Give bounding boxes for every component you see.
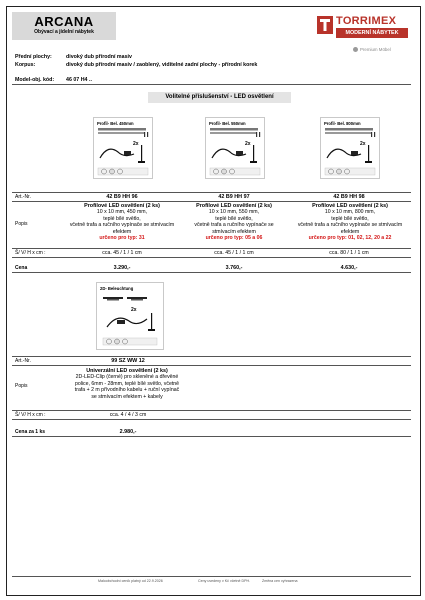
divider: [12, 201, 411, 202]
divider: [12, 365, 411, 366]
price-label: Cena: [15, 265, 28, 271]
divider: [12, 576, 411, 577]
quantity-label: 2x: [360, 141, 366, 147]
divider: [12, 192, 411, 193]
product-description-2: Profilové LED osvětlení (2 ks) 10 x 10 mm, 550 mm, teplé bílé světlo, včetně trafa a ručního vypínače se stmívacím efektem určeno pro typ: 05 a 06: [176, 203, 292, 241]
code-value: 46 07 H4 ..: [66, 77, 92, 83]
product-description-1: Profilové LED osvětlení (2 ks) 10 x 10 mm, 450 mm, teplé bílé světlo, včetně trafa a ručního vypínače se stmívacím efektem určeno pro typ: 31: [64, 203, 180, 241]
dimensions: cca. 45 / 1 / 1 cm: [214, 250, 254, 256]
product-image-2: Profil- Bel. 550mm 2x: [205, 117, 265, 179]
divider: [12, 257, 411, 258]
section-title: Volitelné příslušenství - LED osvětlení: [148, 92, 291, 103]
footer-vat: Ceny uvedeny v Kč včetně DPH.: [198, 579, 251, 583]
dimensions: cca. 4 / 4 / 3 cm: [109, 412, 147, 418]
front-label: Přední plochy:: [15, 54, 52, 60]
logo-name: TORRIMEX: [336, 15, 397, 27]
popis-label: Popis: [15, 383, 28, 389]
popis-label: Popis: [15, 221, 28, 227]
price-label: Cena za 1 ks: [15, 429, 46, 435]
price: 3.290,-: [113, 265, 131, 271]
code-label: Model-obj. kód:: [15, 77, 55, 83]
art-label: Art.-Nr.: [15, 194, 31, 200]
brand-box: [12, 12, 116, 40]
product-description-3: Profilové LED osvětlení (2 ks) 10 x 10 mm, 800 mm, teplé bílé světlo, včetně trafa a ručního vypínače se stmívacím efektem určeno pro typ: 01, 02, 12, 20 a 22: [291, 203, 409, 241]
footer-disclaimer: Změna cen vyhrazena: [262, 579, 298, 583]
art-number: 42 B9 HH 97: [218, 194, 250, 200]
brand-title: ARCANA: [34, 14, 94, 29]
price: 3.760,-: [225, 265, 243, 271]
dimensions: cca. 80 / 1 / 1 cm: [329, 250, 369, 256]
quantity-label: 2x: [245, 141, 251, 147]
art-label: Art.-Nr.: [15, 358, 31, 364]
front-value: divoký dub přírodní masiv: [66, 54, 132, 60]
art-number: 99 SZ WW 12: [111, 358, 145, 364]
logo-tagline: MODERNÍ NÁBYTEK: [336, 28, 408, 38]
logo-subline: Premium Möbel: [360, 47, 391, 52]
brand-subtitle: Obývací a jídelní nábytek: [34, 29, 94, 35]
premium-dot-icon: [353, 47, 358, 52]
price: 4.630,-: [340, 265, 358, 271]
product-description-4: Univerzální LED osvětlení (2 ks) 2D-LED-Clip (černé) pro skleněné a dřevěné police, 6mm - 28mm, teplé bílé světlo, včetně trafa + 2 m přívodního kabelu + ruční vypínač se stmívacím efektem + kabely: [74, 368, 180, 400]
divider: [12, 436, 411, 437]
usage-note: určeno pro typ: 31: [99, 235, 145, 242]
dimensions: cca. 45 / 1 / 1 cm: [102, 250, 142, 256]
usage-note: určeno pro typ: 05 a 06: [205, 235, 263, 242]
quantity-label: 2x: [133, 141, 139, 147]
body-value: divoký dub přírodní masiv / zaoblený, viditelné zadní plochy - přírodní korek: [66, 62, 258, 68]
product-image-1: Profil- Bel. 450mm 2x: [93, 117, 153, 179]
price: 2.980,-: [119, 429, 137, 435]
product-image-4: 2D- Beleuchtung 2x: [96, 282, 164, 350]
body-label: Korpus:: [15, 62, 36, 68]
divider: [12, 356, 411, 357]
divider: [12, 419, 411, 420]
divider: [12, 272, 411, 273]
divider: [12, 248, 411, 249]
divider: [12, 84, 411, 85]
product-image-3: Profil- Bel. 800mm 2x: [320, 117, 380, 179]
dims-label: Š/ V/ H x cm :: [15, 412, 46, 418]
dims-label: Š/ V/ H x cm :: [15, 250, 46, 256]
usage-note: určeno pro typ: 01, 02, 12, 20 a 22: [308, 235, 392, 242]
art-number: 42 B9 HH 96: [106, 194, 138, 200]
divider: [12, 410, 411, 411]
footer-validity: Maloobchodní ceník platný od 22.9.2026: [98, 579, 163, 583]
quantity-label: 2x: [131, 307, 137, 313]
art-number: 42 B9 HH 98: [333, 194, 365, 200]
torrimex-monogram-icon: [317, 16, 333, 34]
